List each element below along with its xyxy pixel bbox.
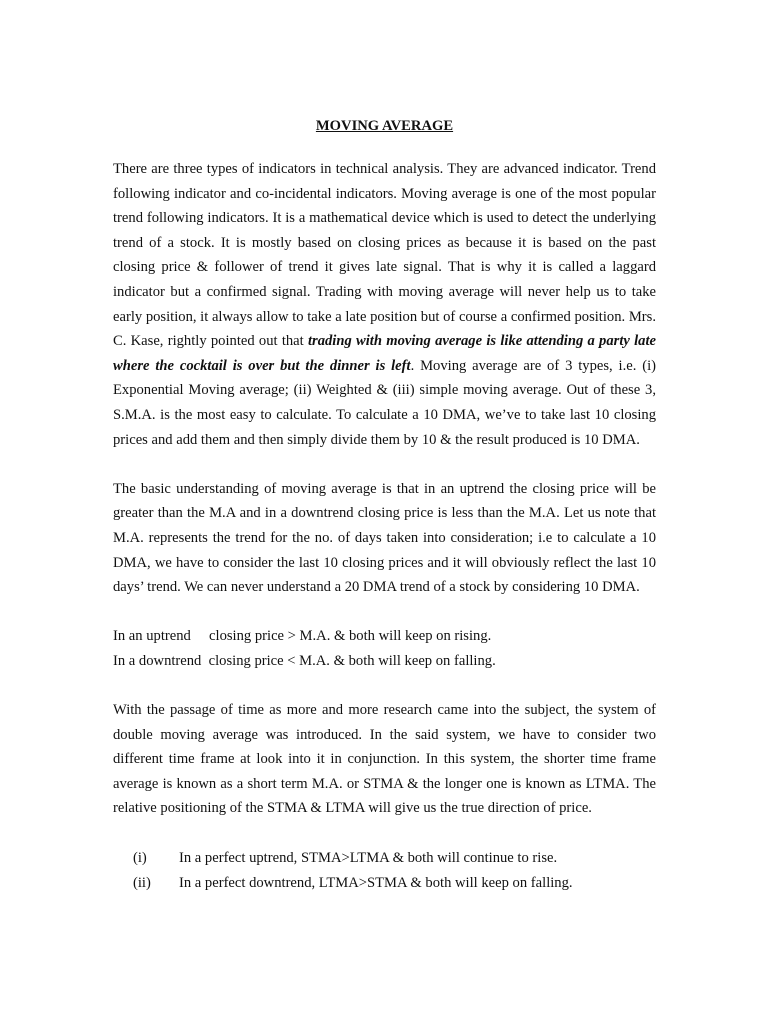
downtrend-rule: In a downtrend closing price < M.A. & both will keep on falling. — [113, 652, 496, 669]
list-item — [113, 871, 656, 896]
paragraph-indicators — [113, 157, 656, 452]
trend-rules — [113, 624, 656, 673]
page-title: MOVING AVERAGE — [315, 118, 454, 134]
document-page — [113, 116, 656, 896]
list-item — [113, 846, 656, 871]
trend-list — [113, 846, 656, 896]
paragraph-basic-understanding: The basic understanding of moving average is that in an uptrend the closing price will be greater than the M.A and in a downtrend closing price is less than the M.A. Let us note that M.A. represents the trend for the no. of days taken into consideration; i.e to calculate a 10 DMA, we have to consider the last 10 closing prices and it will obviously reflect the last 10 days’ trend. We can never understand a 20 DMA trend of a stock by considering 10 DMA. — [113, 480, 656, 596]
list-item-number: (ii) — [133, 874, 151, 891]
list-item-number: (i) — [133, 849, 147, 866]
paragraph-indicators-text-end: . Moving average are of 3 types, i.e. (i) Exponential Moving average; (ii) Weighted & (iii) simple moving average. Out of these 3, S.M.A. is the most easy to calculate. To calculate a 10 DMA, we’ve to take last 10 closing prices and add them and then simply divide them by 10 & the result produced is 10 DMA. — [113, 357, 656, 448]
list-item-text: In a perfect downtrend, LTMA>STMA & both will keep on falling. — [179, 874, 573, 891]
kase-quote: trading with moving average is like attending a party late where the cocktail is over but the dinner is left — [113, 333, 656, 374]
uptrend-rule: In an uptrend closing price > M.A. & both will keep on rising. — [113, 628, 492, 645]
list-item-text: In a perfect uptrend, STMA>LTMA & both will continue to rise. — [179, 849, 558, 866]
paragraph-indicators-text: There are three types of indicators in technical analysis. They are advanced indicator. Trend following indicator and co-incidental indicators. Moving average is one of the most popular trend following indicators. It is a mathematical device which is used to detect the underlying trend of a stock. It is mostly based on closing prices as because it is based on the past closing price & follower of trend it gives late signal. That is why it is called a laggard indicator but a confirmed signal. Trading with moving average will never help us to take early position, it always allow to take a late position but of course a confirmed position. Mrs. C. Kase, rightly pointed out that — [113, 161, 656, 350]
paragraph-double-moving-average: With the passage of time as more and more research came into the subject, the system of double moving average was introduced. In the said system, we have to consider two different time frame at look into it in conjunction. In this system, the shorter time frame average is known as a short term M.A. or STMA & the longer one is known as LTMA. The relative positioning of the STMA & LTMA will give us the true direction of price. — [113, 702, 656, 817]
